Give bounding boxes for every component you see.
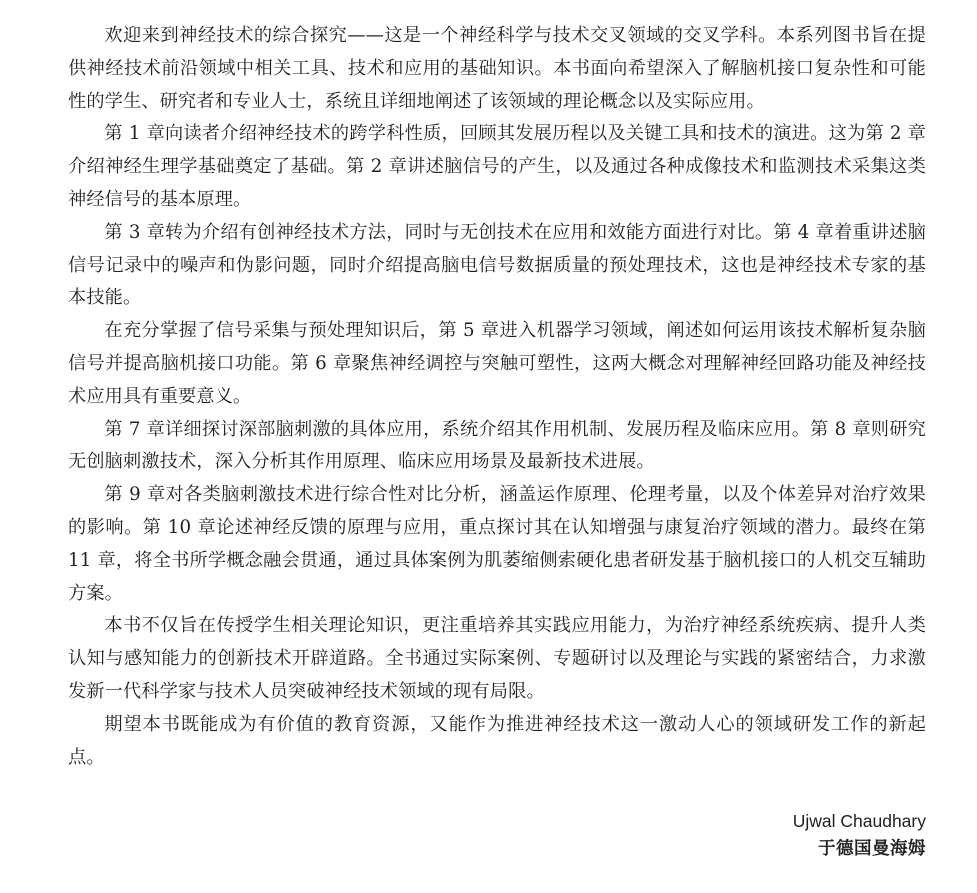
paragraph-closing: 期望本书既能成为有价值的教育资源，又能作为推进神经技术这一激动人心的领域研发工作的新起点。	[68, 713, 926, 768]
paragraph-intro: 欢迎来到神经技术的综合探究——这是一个神经科学与技术交叉领域的交叉学科。本系列图书旨在提供神经技术前沿领域中相关工具、技术和应用的基础知识。本书面向希望深入了解脑机接口复杂性和可能性的学生、研究者和专业人士，系统且详细地阐述了该领域的理论概念以及实际应用。	[68, 25, 926, 112]
paragraph-chapter-1-2: 第 1 章向读者介绍神经技术的跨学科性质，回顾其发展历程以及关键工具和技术的演进。这为第 2 章介绍神经生理学基础奠定了基础。第 2 章讲述脑信号的产生，以及通过各种成像技术和监测技术采集这类神经信号的基本原理。	[68, 123, 926, 210]
paragraph-chapter-3-4: 第 3 章转为介绍有创神经技术方法，同时与无创技术在应用和效能方面进行对比。第 4 章着重讲述脑信号记录中的噪声和伪影问题，同时介绍提高脑电信号数据质量的预处理技术，这也是神经技术专家的基本技能。	[68, 221, 926, 309]
paragraph-chapter-5-6: 在充分掌握了信号采集与预处理知识后，第 5 章进入机器学习领域，阐述如何运用该技术解析复杂脑信号并提高脑机接口功能。第 6 章聚焦神经调控与突触可塑性，这两大概念对理解神经回路功能及神经技术应用具有重要意义。	[68, 320, 926, 407]
author-signature	[793, 808, 926, 862]
paragraph-chapter-7-8: 第 7 章详细探讨深部脑刺激的具体应用，系统介绍其作用机制、发展历程及临床应用。第 8 章则研究无创脑刺激技术，深入分析其作用原理、临床应用场景及最新技术进展。	[68, 418, 926, 473]
author-name: Ujwal Chaudhary	[792, 811, 926, 831]
paragraph-chapter-9-11: 第 9 章对各类脑刺激技术进行综合性对比分析，涵盖运作原理、伦理考量，以及个体差异对治疗效果的影响。第 10 章论述神经反馈的原理与应用，重点探讨其在认知增强与康复治疗领域的潜力。最终在第 11 章，将全书所学概念融会贯通，通过具体案例为肌萎缩侧索硬化患者研发基于脑机接口的人机交互辅助方案。	[68, 484, 926, 604]
author-location: 于德国曼海姆	[818, 838, 926, 858]
paragraph-book-goals: 本书不仅旨在传授学生相关理论知识，更注重培养其实践应用能力，为治疗神经系统疾病、提升人类认知与感知能力的创新技术开辟道路。全书通过实际案例、专题研讨以及理论与实践的紧密结合，力求激发新一代科学家与技术人员突破神经技术领域的现有局限。	[68, 615, 926, 702]
preface-body	[68, 20, 926, 774]
